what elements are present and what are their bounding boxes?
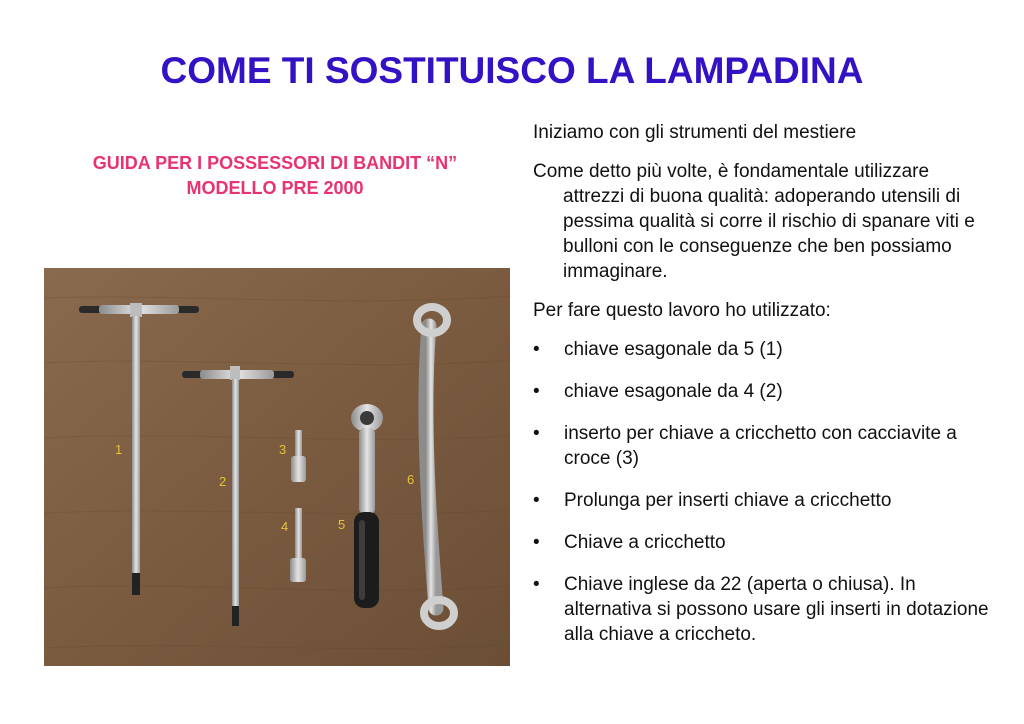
bullet-icon: • [533,490,540,511]
list-item-text: Chiave a cricchetto [564,532,726,553]
list-item [533,572,993,647]
subtitle [40,151,510,201]
photo-label-3: 3 [279,442,287,457]
list-item [533,421,993,471]
subtitle-line-2: MODELLO PRE 2000 [186,178,364,198]
bullet-icon: • [533,574,540,595]
photo-label-6: 6 [407,472,415,487]
bullet-icon: • [533,423,540,444]
list-item [533,530,993,555]
instructions-text [533,120,993,664]
photo-label-1: 1 [115,442,123,457]
list-item [533,379,993,404]
photo-label-5: 5 [338,517,346,532]
quality-paragraph: Come detto più volte, è fondamentale utilizzare attrezzi di buona qualità: adoperando utensili di pessima qualità si corre il rischio di spanare viti e bulloni con le conseguenze che ben possiamo immaginare. [533,161,975,282]
list-item-text: Chiave inglese da 22 (aperta o chiusa). In alternativa si possono usare gli inserti in dotazione alla chiave a criccheto. [564,574,989,645]
page-title: COME TI SOSTITUISCO LA LAMPADINA [160,50,864,91]
list-item-text: chiave esagonale da 4 (2) [564,381,783,402]
tools-intro-paragraph: Per fare questo lavoro ho utilizzato: [533,300,831,321]
tools-photo [44,268,510,666]
subtitle-line-1: GUIDA PER I POSSESSORI DI BANDIT “N” [92,153,458,173]
list-item [533,488,993,513]
list-item-text: chiave esagonale da 5 (1) [564,339,783,360]
intro-paragraph: Iniziamo con gli strumenti del mestiere [533,122,857,143]
tools-list [533,337,993,647]
photo-label-2: 2 [219,474,227,489]
list-item-text: Prolunga per inserti chiave a cricchetto [564,490,892,511]
bullet-icon: • [533,532,540,553]
bullet-icon: • [533,339,540,360]
list-item-text: inserto per chiave a cricchetto con cacciavite a croce (3) [564,423,957,469]
bullet-icon: • [533,381,540,402]
photo-label-4: 4 [281,519,289,534]
list-item [533,337,993,362]
